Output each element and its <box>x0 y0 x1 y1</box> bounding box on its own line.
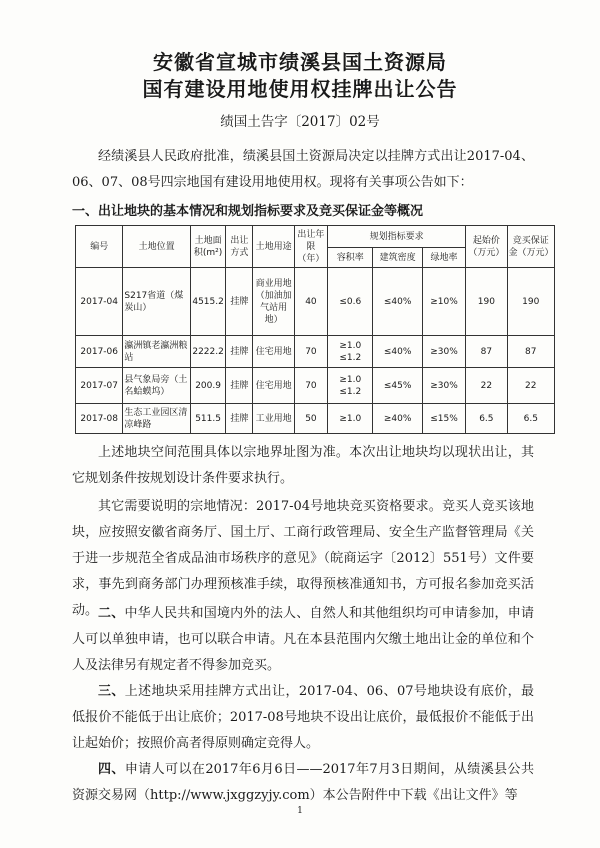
header-density: 建筑密度 <box>373 248 422 268</box>
section4-paragraph <box>72 757 534 809</box>
cell-use: 工业用地 <box>253 404 294 434</box>
cell-area: 4515.2 <box>190 268 225 336</box>
para-after-table: 上述地块空间范围具体以宗地界址图为准。本次出让地块均以现状出让，其它规划条件按规划设计条件要求执行。 <box>72 445 534 486</box>
header-far: 容积率 <box>328 248 373 268</box>
header-green: 绿地率 <box>422 248 465 268</box>
intro-paragraph: 经绩溪县人民政府批准，绩溪县国土资源局决定以挂牌方式出让2017-04、06、07、08号四宗地国有建设用地使用权。现将有关事项公告如下： <box>72 149 534 190</box>
cell-deposit: 6.5 <box>507 404 554 434</box>
cell-years: 50 <box>294 404 327 434</box>
header-code: 编号 <box>76 226 123 268</box>
table-row <box>76 368 555 404</box>
cell-years: 70 <box>294 368 327 404</box>
cell-far: ≥1.0 <box>328 404 373 434</box>
cell-location: 生态工业园区清凉峰路 <box>123 404 191 434</box>
section2-lead: 二、 <box>98 606 125 621</box>
cell-code: 2017-08 <box>76 404 123 434</box>
cell-far: ≤0.6 <box>328 268 373 336</box>
para-other-notes: 其它需要说明的宗地情况：2017-04号地块竞买资格要求。竞买人竞买该地块，应按照安徽省商务厅、国土厅、工商行政管理局、安全生产监督管理局《关于进一步规范全省成品油市场秩序的意见》（皖商运字〔2012〕551号）文件要求，事先到商务部门办理预核准手续，取得预核准通知书，方可报名参加竞买活动。 <box>72 499 534 618</box>
cell-deposit: 87 <box>507 336 554 368</box>
cell-start-price: 190 <box>466 268 507 336</box>
cell-deposit: 190 <box>507 268 554 336</box>
section3-text: 上述地块采用挂牌方式出让，2017-04、06、07号地块设有底价，最低报价不能低于出让底价；2017-08号地块不设出让底价，最低报价不能低于出让起始价；按照价高者得原则确定竞得人。 <box>72 684 534 751</box>
cell-green: ≥30% <box>422 336 465 368</box>
cell-start-price: 87 <box>466 336 507 368</box>
cell-method: 挂牌 <box>226 336 253 368</box>
cell-method: 挂牌 <box>226 368 253 404</box>
title-line-2: 国有建设用地使用权挂牌出让公告 <box>142 77 458 101</box>
cell-use: 住宅用地 <box>253 336 294 368</box>
table-row <box>76 404 555 434</box>
section3-paragraph <box>72 679 534 757</box>
cell-density: ≤40% <box>373 336 422 368</box>
section3-lead: 三、 <box>98 684 125 699</box>
cell-method: 挂牌 <box>226 268 253 336</box>
page-number: 1 <box>297 806 303 816</box>
section2-text: 中华人民共和国境内外的法人、自然人和其他组织均可申请参加，申请人可以单独申请，也可以联合申请。凡在本县范围内欠缴土地出让金的单位和个人及法律另有规定者不得参加竞买。 <box>72 606 534 673</box>
cell-area: 2222.2 <box>190 336 225 368</box>
cell-green: ≤15% <box>422 404 465 434</box>
header-location: 土地位置 <box>123 226 191 268</box>
section1-heading: 一、出让地块的基本情况和规划指标要求及竞买保证金等概况 <box>72 204 424 219</box>
title-line-1: 安徽省宣城市绩溪县国土资源局 <box>153 50 447 74</box>
cell-location: 瀛洲镇老瀛洲粮站 <box>123 336 191 368</box>
header-method: 出让方式 <box>226 226 253 268</box>
cell-location: S217省道（煤炭山） <box>123 268 191 336</box>
doc-number: 绩国土告字〔2017〕02号 <box>220 114 380 130</box>
section2-paragraph <box>72 601 534 679</box>
cell-use: 商业用地（加油加气站用地） <box>253 268 294 336</box>
cell-method: 挂牌 <box>226 404 253 434</box>
cell-density: ≤45% <box>373 368 422 404</box>
cell-density: ≤40% <box>373 268 422 336</box>
cell-green: ≥30% <box>422 368 465 404</box>
cell-density: ≥40% <box>373 404 422 434</box>
header-area: 土地面积(m²) <box>190 226 225 268</box>
header-deposit: 竞买保证金（万元） <box>507 226 554 268</box>
cell-start-price: 22 <box>466 368 507 404</box>
section4-lead: 四、 <box>98 762 125 777</box>
cell-deposit: 22 <box>507 368 554 404</box>
header-years: 出让年限（年） <box>294 226 327 268</box>
header-planning: 规划指标要求 <box>328 226 466 248</box>
header-use: 土地用途 <box>253 226 294 268</box>
land-table <box>75 225 555 434</box>
cell-area: 511.5 <box>190 404 225 434</box>
cell-years: 70 <box>294 336 327 368</box>
cell-area: 200.9 <box>190 368 225 404</box>
table-row <box>76 268 555 336</box>
cell-code: 2017-06 <box>76 336 123 368</box>
cell-use: 住宅用地 <box>253 368 294 404</box>
cell-years: 40 <box>294 268 327 336</box>
section4-text: 申请人可以在2017年6月6日——2017年7月3日期间，从绩溪县公共资源交易网（http://www.jxggzyjy.com）本公告附件中下载《出让文件》等 <box>72 762 534 803</box>
cell-code: 2017-07 <box>76 368 123 404</box>
table-row <box>76 336 555 368</box>
header-start-price: 起始价（万元） <box>466 226 507 268</box>
cell-location: 县气象局旁（土名蛤蟆坞） <box>123 368 191 404</box>
cell-far: ≥1.0 ≤1.2 <box>328 368 373 404</box>
cell-code: 2017-04 <box>76 268 123 336</box>
cell-green: ≥10% <box>422 268 465 336</box>
cell-start-price: 6.5 <box>466 404 507 434</box>
cell-far: ≥1.0 ≤1.2 <box>328 336 373 368</box>
